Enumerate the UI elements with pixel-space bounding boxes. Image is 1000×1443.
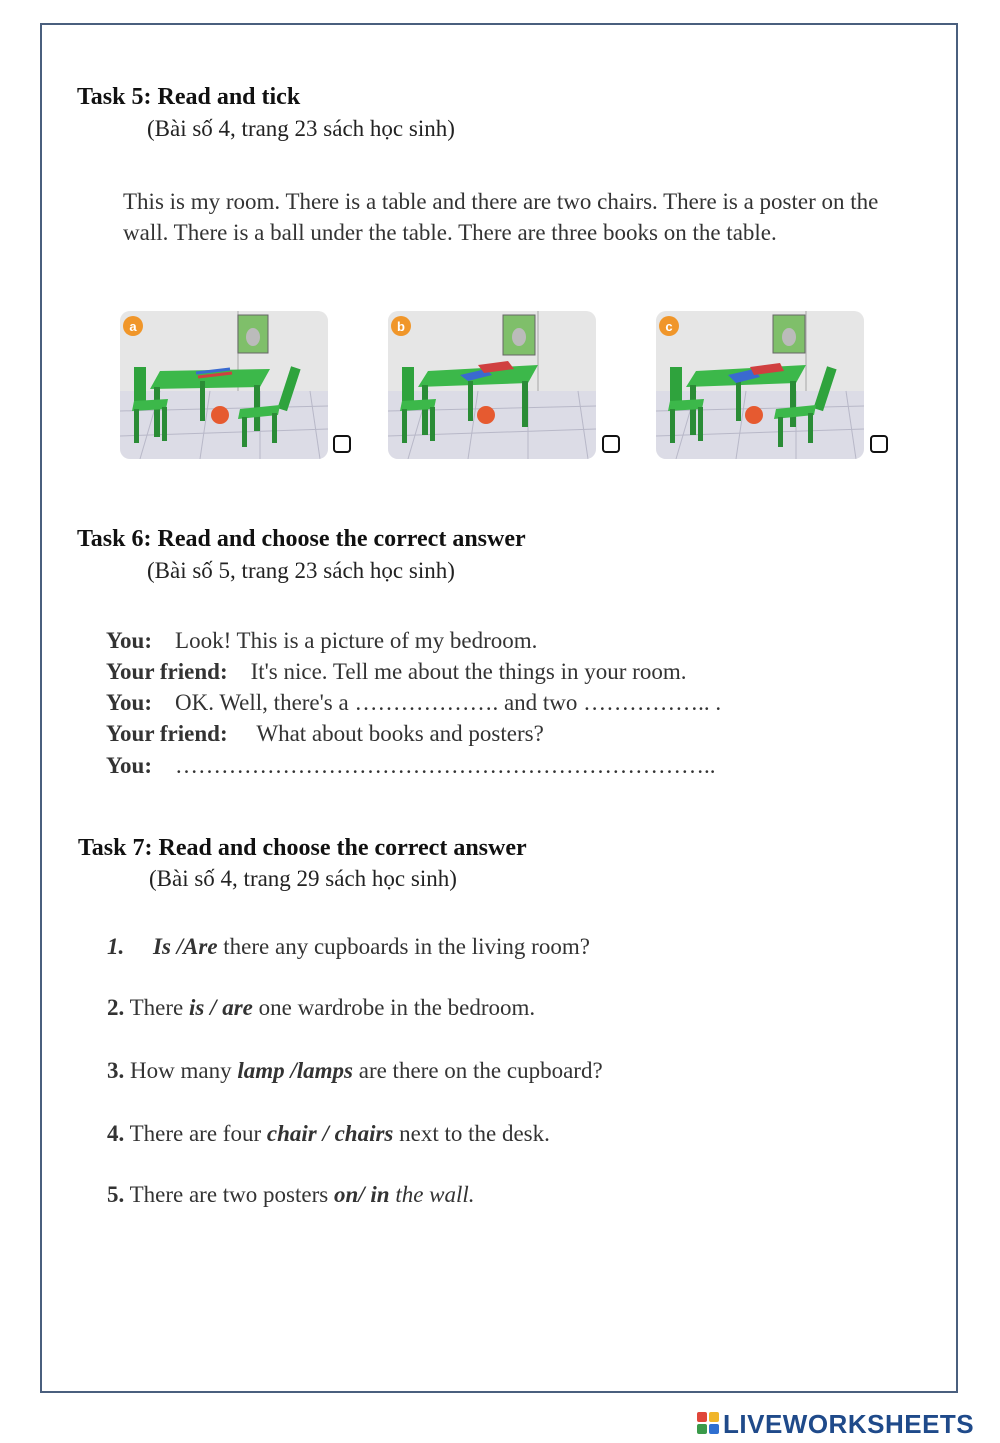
line-text: Look! This is a picture of my bedroom. (175, 628, 538, 653)
dialogue-line-4 (106, 721, 544, 747)
task7-title: Task 7: Read and choose the correct answer (78, 835, 527, 861)
q2-options[interactable]: is / are (188, 995, 253, 1020)
q5-text: the wall. (389, 1182, 475, 1207)
task7-subtitle: (Bài số 4, trang 29 sách học sinh) (149, 866, 457, 891)
tick-box-b[interactable] (602, 435, 620, 453)
dialogue-line-5 (106, 753, 716, 779)
q2-number: 2. (107, 995, 125, 1020)
dialogue-line-3 (106, 690, 721, 716)
speaker: You: (106, 628, 153, 653)
q5-number: 5. (107, 1182, 125, 1207)
dialogue-line-1 (106, 628, 537, 654)
tick-box-c[interactable] (870, 435, 888, 453)
q3-text: are there on the cupboard? (352, 1058, 603, 1083)
q1-text: there any cupboards in the living room? (217, 934, 590, 959)
task5-subtitle: (Bài số 4, trang 23 sách học sinh) (147, 116, 455, 141)
liveworksheets-logo (697, 1410, 974, 1438)
q3-number: 3. (107, 1058, 125, 1083)
picture-a (120, 311, 328, 459)
picture-c-label: c (665, 319, 673, 334)
task5-title: Task 5: Read and tick (77, 84, 301, 110)
dialogue-line-2 (106, 659, 686, 685)
task6-title: Task 6: Read and choose the correct answer (77, 526, 526, 552)
brand-icon (697, 1412, 721, 1436)
brand-name: LIVEWORKSHEETS (723, 1408, 975, 1439)
question-4 (107, 1121, 550, 1147)
speaker: Your friend: (106, 721, 228, 746)
q5-pre: There are two posters (124, 1182, 334, 1207)
q4-number: 4. (107, 1121, 125, 1146)
picture-b (388, 311, 596, 459)
q5-options[interactable]: on/ in (333, 1182, 390, 1207)
q1-options[interactable]: Is /Are (153, 934, 218, 959)
question-5 (107, 1182, 475, 1208)
q4-options[interactable]: chair / chairs (266, 1121, 394, 1146)
q4-pre: There are four (124, 1121, 267, 1146)
speaker: You: (106, 690, 153, 715)
q3-pre: How many (124, 1058, 238, 1083)
tick-box-a[interactable] (333, 435, 351, 453)
speaker: You: (106, 753, 153, 778)
task6-subtitle: (Bài số 5, trang 23 sách học sinh) (147, 558, 455, 583)
line-text: What about books and posters? (256, 721, 544, 746)
q2-text: one wardrobe in the bedroom. (252, 995, 536, 1020)
q2-pre: There (124, 995, 189, 1020)
question-3 (107, 1058, 603, 1084)
line-text: OK. Well, there's a ………………. and two …………….. . (175, 690, 722, 715)
speaker: Your friend: (106, 659, 228, 684)
task5-passage: This is my room. There is a table and there are two chairs. There is a poster on the wall. There is a ball under the table. There are three books on the table. (123, 189, 879, 245)
picture-c (656, 311, 864, 459)
question-1 (107, 934, 590, 960)
q1-number: 1. (107, 934, 125, 959)
line-text: It's nice. Tell me about the things in your room. (250, 659, 687, 684)
question-2 (107, 995, 535, 1021)
q3-options[interactable]: lamp /lamps (237, 1058, 353, 1083)
line-text: …………………………………………………………….. (175, 753, 716, 778)
picture-b-label: b (397, 319, 405, 334)
q4-text: next to the desk. (393, 1121, 550, 1146)
picture-a-label: a (129, 319, 137, 334)
